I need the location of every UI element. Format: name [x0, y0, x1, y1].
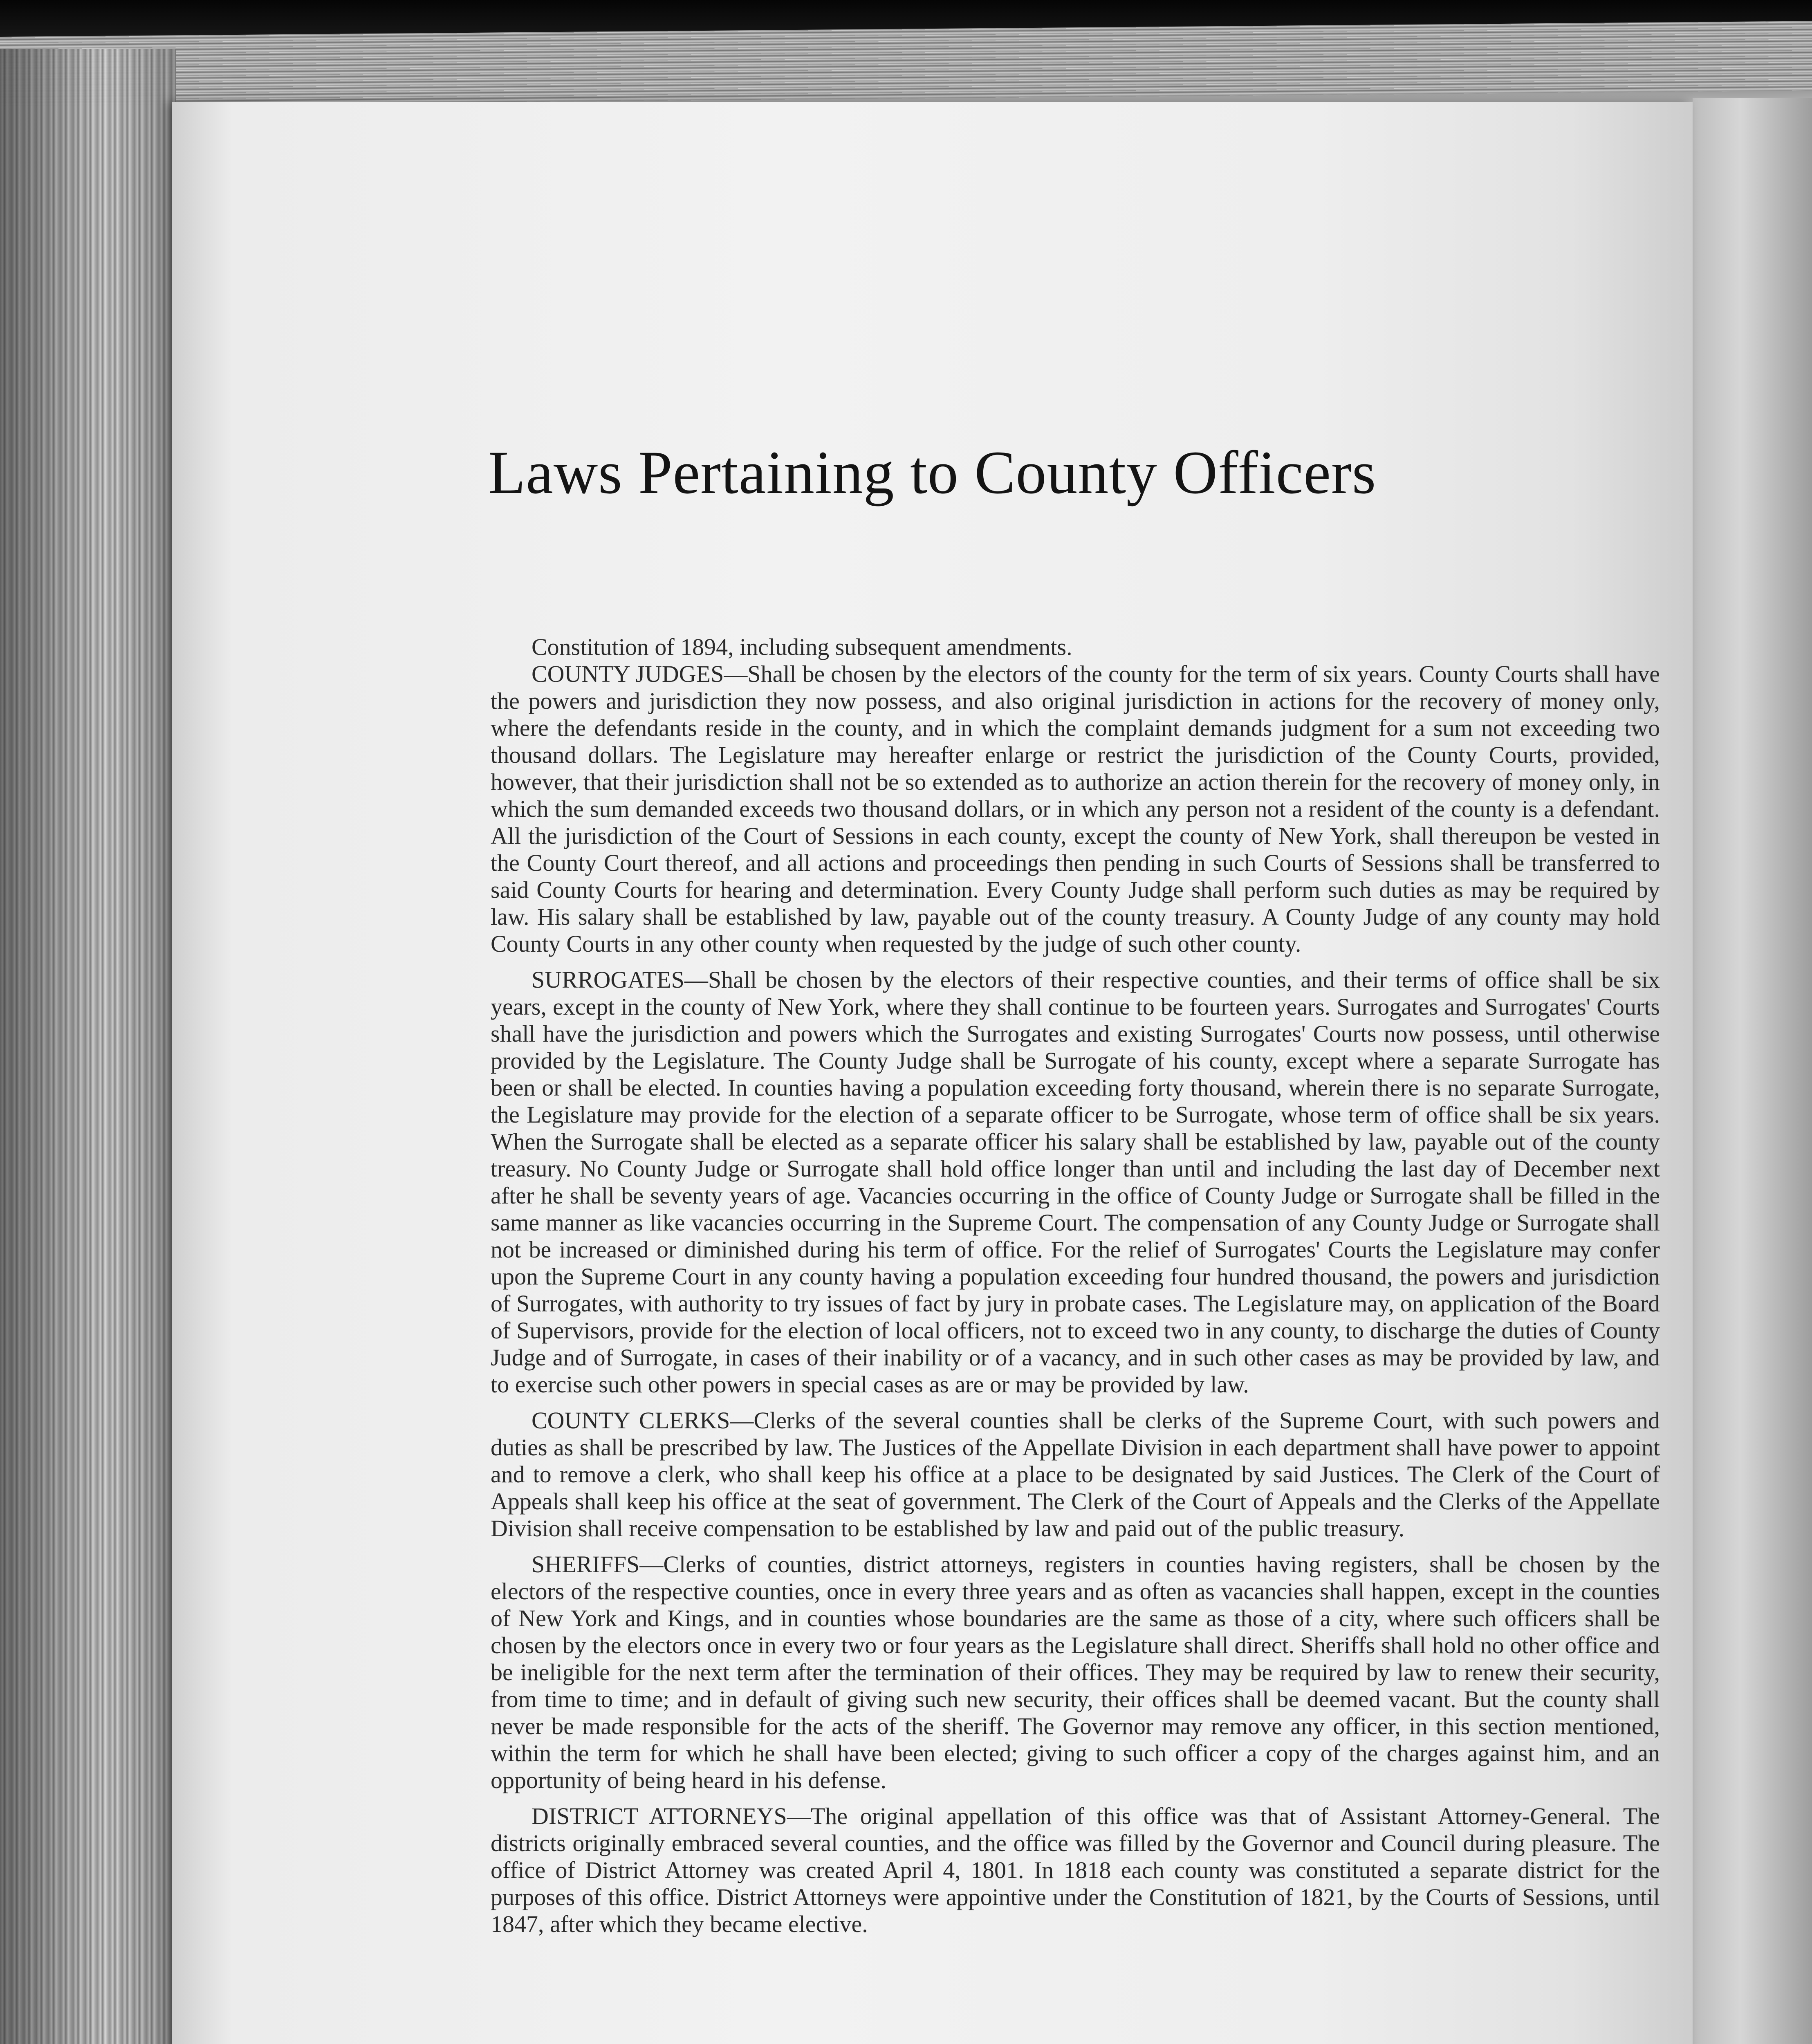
left-edge-shadow — [0, 49, 176, 2044]
paragraph-county-clerks: COUNTY CLERKS—Clerks of the several counties shall be clerks of the Supreme Court, with such powers and duties as shall be prescribed by law. The Justices of the Appellate Division in each department shall have power to appoint and to remove a clerk, who shall keep his office at a place to be designated by said Justices. The Clerk of the Court of Appeals shall keep his office at the seat of government. The Clerk of the Court of Appeals and the Clerks of the Appellate Division shall receive compensation to be established by law and paid out of the public treasury. — [491, 1407, 1660, 1542]
paragraph-county-judges: COUNTY JUDGES—Shall be chosen by the electors of the county for the term of six years. County Courts shall have the powers and jurisdiction they now possess, and also original jurisdiction in actions for the recovery of money only, where the defendants reside in the county, and in which the complaint demands judgment for a sum not exceeding two thousand dollars. The Legislature may hereafter enlarge or restrict the jurisdiction of the County Courts, provided, however, that their jurisdiction shall not be so extended as to authorize an action therein for the recovery of money only, in which the sum demanded exceeds two thousand dollars, or in which any person not a resident of the county is a defendant. All the jurisdiction of the Court of Sessions in each county, except the county of New York, shall thereupon be vested in the County Court thereof, and all actions and proceedings then pending in such Courts of Sessions shall be transferred to said County Courts for hearing and determination. Every County Judge shall perform such duties as may be required by law. His salary shall be established by law, payable out of the county treasury. A County Judge of any county may hold County Courts in any other county when requested by the judge of such other county. — [491, 661, 1660, 957]
paragraph-surrogates: SURROGATES—Shall be chosen by the electors of their respective counties, and their terms of office shall be six years, except in the county of New York, where they shall continue to be fourteen years. Surrogates and Surrogates' Courts shall have the jurisdiction and powers which the Surrogates and existing Surrogates' Courts now possess, until otherwise provided by the Legislature. The County Judge shall be Surrogate of his county, except where a separate Surrogate has been or shall be elected. In counties having a population exceeding forty thousand, wherein there is no separate Surrogate, the Legislature may provide for the election of a separate officer to be Surrogate, whose term of office shall be six years. When the Surrogate shall be elected as a separate officer his salary shall be established by law, payable out of the county treasury. No County Judge or Surrogate shall hold office longer than until and including the last day of December next after he shall be seventy years of age. Vacancies occurring in the office of County Judge or Surrogate shall be filled in the same manner as like vacancies occurring in the Supreme Court. The compensation of any County Judge or Surrogate shall not be increased or diminished during his term of office. For the relief of Surrogates' Courts the Legislature may confer upon the Supreme Court in any county having a population exceeding four hundred thousand, the powers and jurisdiction of Surrogates, with authority to try issues of fact by jury in probate cases. The Legislature may, on application of the Board of Supervisors, provide for the election of local officers, not to exceed two in any county, to discharge the duties of County Judge and of Surrogate, in cases of their inability or of a vacancy, and in such other cases as may be provided by law, and to exercise such other powers in special cases as are or may be provided by law. — [491, 966, 1660, 1398]
paragraph-district-attorneys: DISTRICT ATTORNEYS—The original appellation of this office was that of Assistant Attorney-General. The districts originally embraced several counties, and the office was filled by the Governor and Council during pleasure. The office of District Attorney was created April 4, 1801. In 1818 each county was constituted a separate district for the purposes of this office. District Attorneys were appointive under the Constitution of 1821, by the Courts of Sessions, until 1847, after which they became elective. — [491, 1803, 1660, 1937]
right-page-margin — [1693, 98, 1812, 2044]
paragraph-sheriffs: SHERIFFS—Clerks of counties, district attorneys, registers in counties having registers, shall be chosen by the electors of the respective counties, once in every three years and as often as vacancies shall happen, except in the counties of New York and Kings, and in counties whose boundaries are the same as those of a city, where such officers shall be chosen by the electors once in every two or four years as the Legislature shall direct. Sheriffs shall hold no other office and be ineligible for the next term after the termination of their offices. They may be required by law to renew their security, from time to time; and in default of giving such new security, their offices shall be deemed vacant. But the county shall never be made responsible for the acts of the sheriff. The Governor may remove any officer, in this section mentioned, within the term for which he shall have been elected; giving to such officer a copy of the charges against him, and an opportunity of being heard in his defense. — [491, 1551, 1660, 1793]
paragraph-intro: Constitution of 1894, including subsequent amendments. — [531, 634, 1072, 660]
page-body — [491, 634, 1660, 1947]
page-title: Laws Pertaining to County Officers — [488, 439, 1377, 507]
document-page — [172, 102, 1693, 2044]
